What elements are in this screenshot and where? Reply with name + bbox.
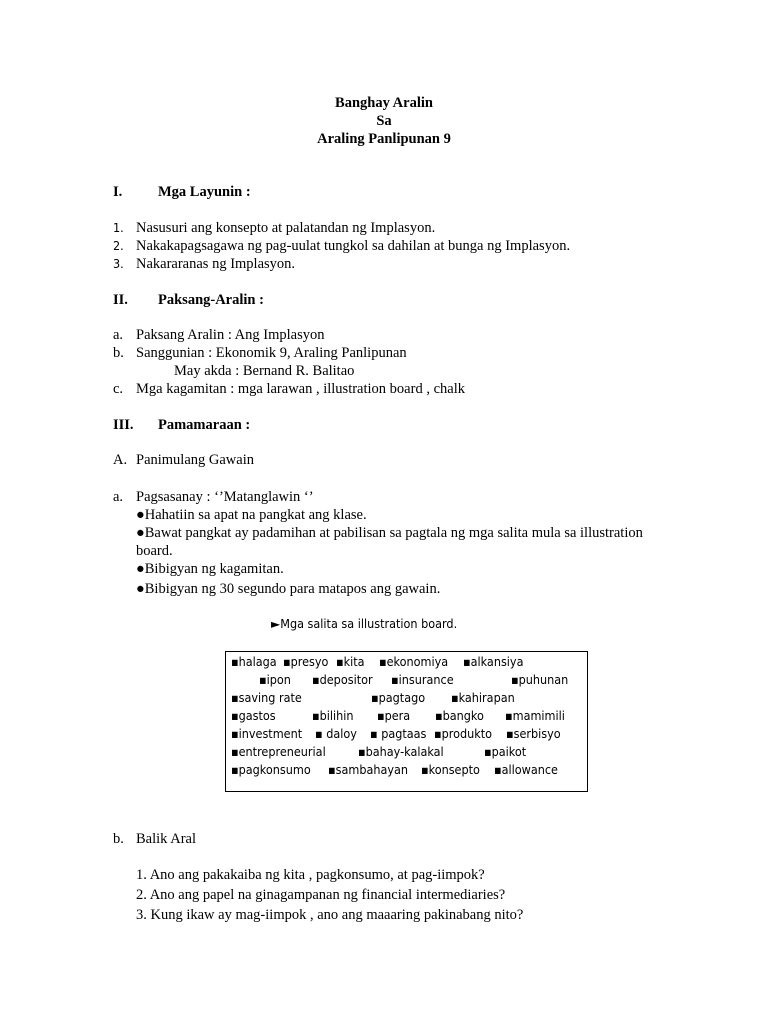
board-word: ▪bilihin bbox=[312, 708, 354, 723]
board-word: ▪gastos bbox=[231, 708, 276, 723]
review-title: Balik Aral bbox=[136, 831, 197, 847]
section3-heading: Pamamaraan : bbox=[158, 417, 251, 433]
board-word: ▪allowance bbox=[494, 762, 558, 777]
triangle-pointer-icon: ► bbox=[271, 617, 281, 631]
board-word: ▪ pagtaas bbox=[370, 726, 427, 741]
objective-text: Nakakapagsagawa ng pag-uulat tungkol sa dahilan at bunga ng Implasyon. bbox=[136, 238, 571, 254]
board-word: ▪ekonomiya bbox=[379, 654, 449, 669]
topic-text: Mga kagamitan : mga larawan , illustration board , chalk bbox=[136, 381, 465, 397]
board-word: ▪insurance bbox=[391, 672, 454, 687]
board-word: ▪mamimili bbox=[505, 708, 565, 723]
board-word: ▪alkansiya bbox=[463, 654, 524, 669]
subsection-title: Panimulang Gawain bbox=[136, 452, 254, 468]
subsection-letter: A. bbox=[113, 452, 128, 468]
board-caption-text: Mga salita sa illustration board. bbox=[280, 616, 458, 631]
instruction-bullet: board. bbox=[136, 543, 173, 559]
board-word: ▪sambahayan bbox=[328, 762, 409, 777]
objective-number: 2. bbox=[113, 238, 124, 253]
doc-title-line3: Araling Panlipunan 9 bbox=[317, 131, 451, 147]
board-word: ▪ daloy bbox=[315, 726, 357, 741]
section1-heading: Mga Layunin : bbox=[158, 184, 251, 200]
objective-text: Nasusuri ang konsepto at palatandan ng Implasyon. bbox=[136, 220, 436, 236]
doc-title-line2: Sa bbox=[376, 113, 392, 129]
topic-text: May akda : Bernand R. Balitao bbox=[174, 363, 355, 379]
section2-heading: Paksang-Aralin : bbox=[158, 292, 264, 308]
topic-text: Paksang Aralin : Ang Implasyon bbox=[136, 327, 325, 343]
board-word: ▪ipon bbox=[259, 672, 291, 687]
topic-letter: c. bbox=[113, 381, 124, 397]
doc-title-line1: Banghay Aralin bbox=[335, 95, 433, 111]
topic-letter: b. bbox=[113, 345, 124, 361]
board-word: ▪kita bbox=[336, 654, 365, 669]
objective-number: 1. bbox=[113, 220, 124, 235]
board-word: ▪presyo bbox=[283, 654, 329, 669]
objective-number: 3. bbox=[113, 256, 124, 271]
board-word: ▪entrepreneurial bbox=[231, 744, 326, 759]
board-word: ▪depositor bbox=[312, 672, 373, 687]
topic-text: Sanggunian : Ekonomik 9, Araling Panlipunan bbox=[136, 345, 407, 361]
board-word: ▪pera bbox=[377, 708, 411, 723]
instruction-bullet: ●Bawat pangkat ay padamihan at pabilisan sa pagtala ng mga salita mula sa illustration bbox=[136, 525, 643, 541]
activity-title: Pagsasanay : ‘’Matanglawin ‘’ bbox=[136, 489, 314, 505]
review-letter: b. bbox=[113, 831, 124, 847]
board-word: ▪konsepto bbox=[421, 762, 480, 777]
board-word: ▪pagkonsumo bbox=[231, 762, 311, 777]
section3-numeral: III. bbox=[113, 417, 134, 433]
board-word: ▪bangko bbox=[435, 708, 484, 723]
topic-letter: a. bbox=[113, 327, 124, 343]
board-word: ▪investment bbox=[231, 726, 303, 741]
section1-numeral: I. bbox=[113, 184, 123, 200]
review-question: 2. Ano ang papel na ginagampanan ng financial intermediaries? bbox=[136, 887, 506, 903]
board-word: ▪saving rate bbox=[231, 690, 302, 705]
board-word: ▪pagtago bbox=[371, 690, 426, 705]
objective-text: Nakararanas ng Implasyon. bbox=[136, 256, 296, 272]
review-question: 3. Kung ikaw ay mag-iimpok , ano ang maaaring pakinabang nito? bbox=[136, 907, 524, 923]
activity-letter: a. bbox=[113, 489, 124, 505]
review-question: 1. Ano ang pakakaiba ng kita , pagkonsumo, at pag-iimpok? bbox=[136, 867, 485, 883]
instruction-bullet: ●Bibigyan ng 30 segundo para matapos ang gawain. bbox=[136, 581, 441, 597]
board-word: ▪bahay-kalakal bbox=[358, 744, 444, 759]
board-word: ▪serbisyo bbox=[506, 726, 561, 741]
board-word: ▪puhunan bbox=[511, 672, 569, 687]
board-word: ▪produkto bbox=[434, 726, 493, 741]
board-word: ▪paikot bbox=[484, 744, 527, 759]
instruction-bullet: ●Hahatiin sa apat na pangkat ang klase. bbox=[136, 507, 367, 523]
board-caption bbox=[271, 615, 457, 633]
board-word: ▪kahirapan bbox=[451, 690, 515, 705]
illustration-board-box bbox=[225, 651, 588, 792]
instruction-bullet: ●Bibigyan ng kagamitan. bbox=[136, 561, 284, 577]
board-word: ▪halaga bbox=[231, 654, 277, 669]
section2-numeral: II. bbox=[113, 292, 128, 308]
